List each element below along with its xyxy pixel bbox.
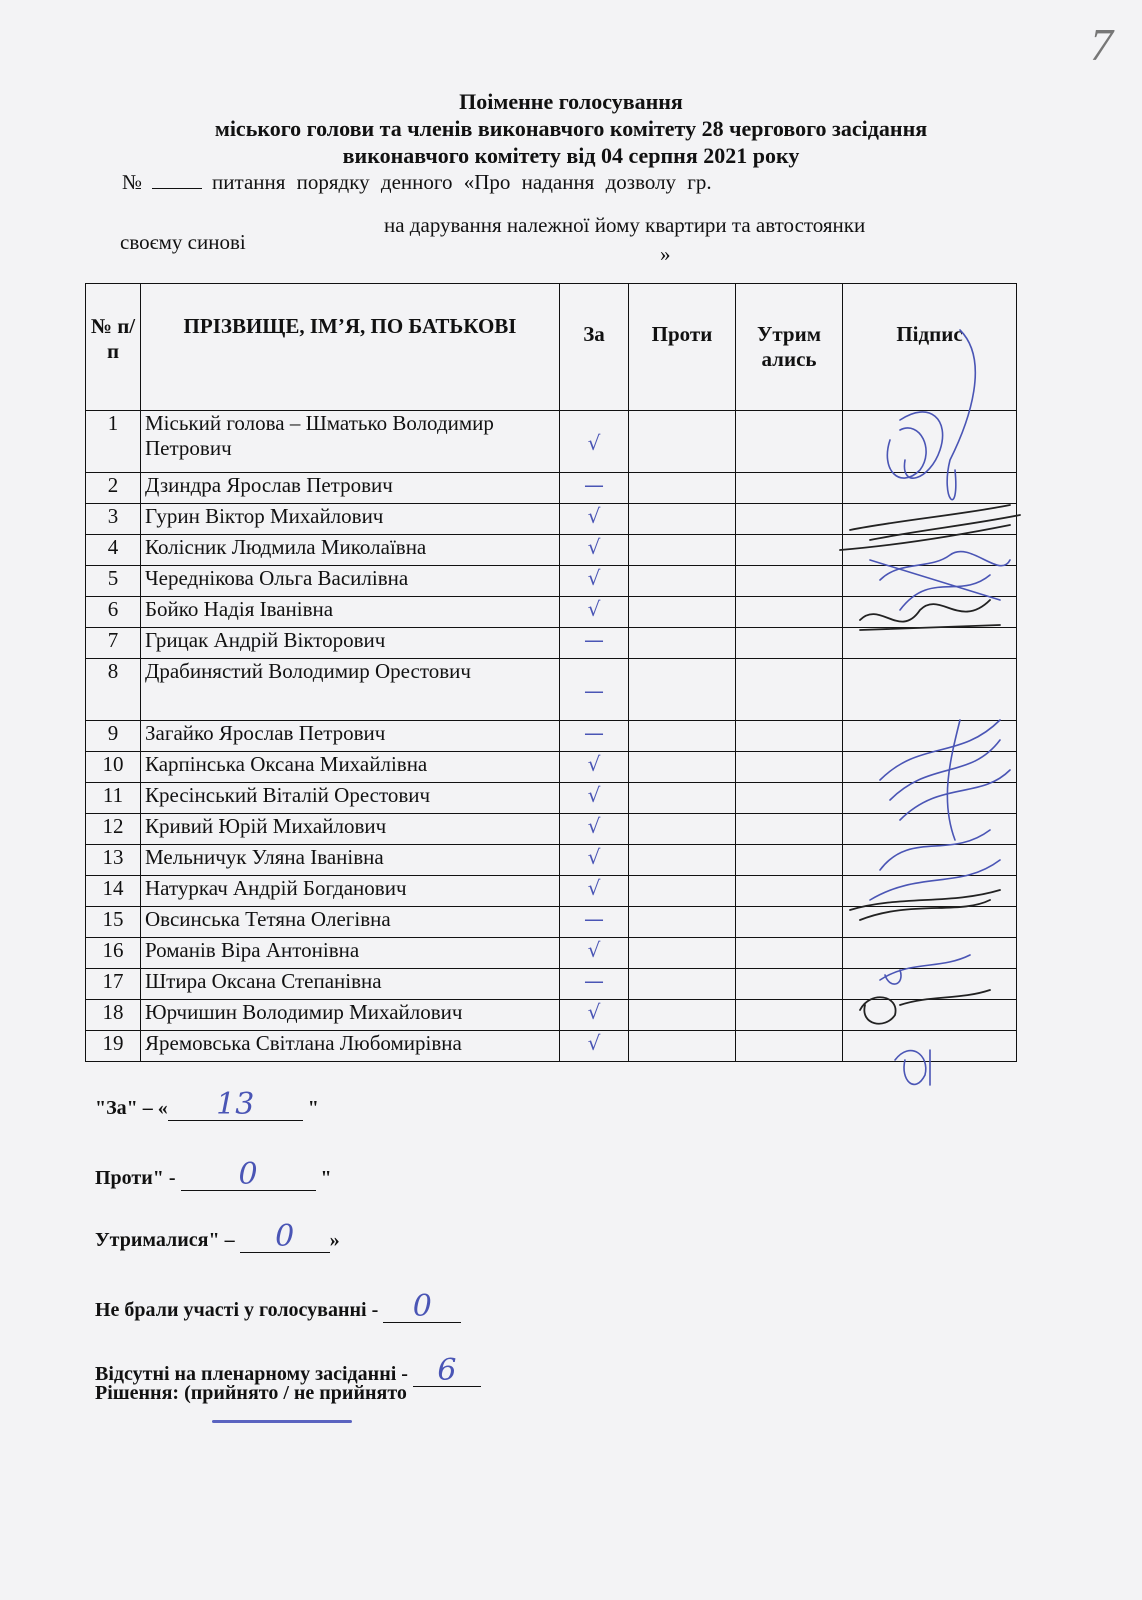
row-vote-utrym [736,566,843,597]
checkmark-icon: √ [587,1000,601,1024]
row-vote-za [560,473,629,504]
summary-za-label: "За" – « [95,1097,168,1119]
row-vote-za [560,628,629,659]
row-vote-za [560,783,629,814]
row-vote-proty [629,845,736,876]
row-number: 10 [86,752,141,783]
row-vote-proty [629,721,736,752]
row-name: Натуркач Андрій Богданович [141,876,560,907]
summary-proty [95,1157,332,1192]
header-num: № п/п [86,284,141,411]
row-vote-za [560,411,629,473]
row-name: Колісник Людмила Миколаївна [141,535,560,566]
row-number: 16 [86,938,141,969]
row-vote-za [560,969,629,1000]
row-signature [843,473,1017,504]
row-vote-utrym [736,597,843,628]
row-vote-proty [629,628,736,659]
checkmark-icon: √ [587,504,601,528]
row-name: Мельничук Уляна Іванівна [141,845,560,876]
row-name: Кривий Юрій Михайлович [141,814,560,845]
row-number: 11 [86,783,141,814]
table-row [86,1031,1017,1062]
row-signature [843,535,1017,566]
agenda-line-3: своєму синові [120,230,246,254]
row-number: 6 [86,597,141,628]
summary-proty-label: Проти" - [95,1167,181,1189]
row-vote-utrym [736,628,843,659]
checkmark-icon: √ [587,814,601,838]
row-vote-utrym [736,969,843,1000]
row-number: 13 [86,845,141,876]
row-vote-proty [629,876,736,907]
row-signature [843,876,1017,907]
row-vote-za [560,876,629,907]
row-signature [843,1031,1017,1062]
table-row [86,907,1017,938]
table-row [86,814,1017,845]
row-name: Грицак Андрій Вікторович [141,628,560,659]
table-row [86,411,1017,473]
row-name: Кресінський Віталій Орестович [141,783,560,814]
summary-no-participation [95,1289,461,1324]
table-row [86,628,1017,659]
agenda-number-prefix: № [122,170,143,194]
row-vote-za [560,504,629,535]
row-signature [843,969,1017,1000]
row-vote-proty [629,1000,736,1031]
table-row [86,597,1017,628]
row-name: Юрчишин Володимир Михайлович [141,1000,560,1031]
document-date-line: виконавчого комітету від 04 серпня 2021 року [342,143,800,168]
row-name: Дзиндра Ярослав Петрович [141,473,560,504]
decision-hand-underline [212,1420,352,1423]
row-vote-za [560,845,629,876]
row-vote-utrym [736,752,843,783]
row-number: 4 [86,535,141,566]
row-number: 19 [86,1031,141,1062]
row-name: Череднікова Ольга Василівна [141,566,560,597]
summary-utrym-label-end: » [329,1229,340,1251]
row-vote-proty [629,752,736,783]
row-number: 3 [86,504,141,535]
row-vote-za [560,1000,629,1031]
summary-za-label-end: " [302,1097,319,1119]
row-number: 14 [86,876,141,907]
row-number: 15 [86,907,141,938]
dash-mark-icon: — [584,679,604,703]
row-vote-utrym [736,876,843,907]
checkmark-icon: √ [587,431,601,455]
header-proty: Проти [629,284,736,411]
table-row [86,504,1017,535]
row-vote-utrym [736,473,843,504]
summary-no-part-label: Не брали участі у голосуванні - [95,1299,384,1321]
table-row [86,721,1017,752]
row-vote-za [560,659,629,721]
dash-mark-icon: — [584,907,604,931]
row-number: 2 [86,473,141,504]
row-vote-za [560,535,629,566]
row-vote-proty [629,597,736,628]
checkmark-icon: √ [587,845,601,869]
row-vote-proty [629,473,736,504]
row-vote-za [560,814,629,845]
row-vote-za [560,938,629,969]
summary-decision: Рішення: (прийнято / не прийнято [95,1382,407,1404]
row-vote-proty [629,504,736,535]
checkmark-icon: √ [587,535,601,559]
row-vote-proty [629,659,736,721]
row-signature [843,628,1017,659]
dash-mark-icon: — [584,473,604,497]
summary-absent-label: Відсутні на пленарному засіданні - [95,1363,413,1385]
dash-mark-icon: — [584,969,604,993]
row-vote-utrym [736,721,843,752]
agenda-line-2: на дарування належної йому квартири та автостоянки [384,213,866,237]
document-title: Поіменне голосування [459,89,683,114]
row-vote-utrym [736,783,843,814]
row-vote-utrym [736,659,843,721]
dash-mark-icon: — [584,628,604,652]
row-vote-za [560,907,629,938]
table-row [86,752,1017,783]
header-signature: Підпис [843,284,1017,411]
row-vote-utrym [736,411,843,473]
row-vote-proty [629,535,736,566]
row-number: 7 [86,628,141,659]
table-row [86,938,1017,969]
row-vote-utrym [736,845,843,876]
summary-utrym-label: Утрималися" – [95,1229,240,1251]
document-subtitle: міського голови та членів виконавчого комітету 28 чергового засідання [214,116,928,141]
row-name: Яремовська Світлана Любомирівна [141,1031,560,1062]
summary-utrym [95,1219,340,1254]
checkmark-icon: √ [587,783,601,807]
checkmark-icon: √ [587,1031,601,1055]
summary-za [95,1087,319,1122]
checkmark-icon: √ [587,876,601,900]
row-signature [843,1000,1017,1031]
row-vote-proty [629,1031,736,1062]
row-vote-proty [629,814,736,845]
row-signature [843,907,1017,938]
row-vote-utrym [736,504,843,535]
agenda-line-1 [122,170,1032,195]
row-name: Загайко Ярослав Петрович [141,721,560,752]
row-number: 12 [86,814,141,845]
row-name: Бойко Надія Іванівна [141,597,560,628]
row-vote-utrym [736,814,843,845]
vote-table [85,283,1017,1062]
row-vote-za [560,721,629,752]
row-name: Карпінська Оксана Михайлівна [141,752,560,783]
summary-absent-value: 6 [413,1356,481,1387]
row-vote-utrym [736,535,843,566]
row-signature [843,783,1017,814]
row-vote-za [560,597,629,628]
row-vote-za [560,566,629,597]
row-vote-proty [629,411,736,473]
table-row [86,876,1017,907]
row-number: 8 [86,659,141,721]
row-vote-proty [629,566,736,597]
row-vote-proty [629,969,736,1000]
checkmark-icon: √ [587,566,601,590]
row-name: Романів Віра Антонівна [141,938,560,969]
agenda-number-blank [152,170,202,189]
table-row [86,473,1017,504]
row-vote-utrym [736,938,843,969]
row-name: Драбинястий Володимир Орестович [141,659,560,721]
agenda-closing-quote: » [660,242,671,266]
table-row [86,566,1017,597]
row-number: 17 [86,969,141,1000]
row-name: Штира Оксана Степанівна [141,969,560,1000]
summary-proty-value: 0 [181,1160,316,1191]
table-row [86,1000,1017,1031]
row-vote-utrym [736,1031,843,1062]
row-number: 1 [86,411,141,473]
summary-proty-label-end: " [315,1167,332,1189]
row-number: 9 [86,721,141,752]
table-header-row [86,284,1017,411]
checkmark-icon: √ [587,752,601,776]
table-row [86,969,1017,1000]
checkmark-icon: √ [587,597,601,621]
summary-utrym-value: 0 [240,1222,330,1253]
page-number: 7 [1090,19,1113,70]
summary-za-value: 13 [168,1090,303,1121]
row-signature [843,566,1017,597]
checkmark-icon: √ [587,938,601,962]
row-name: Міський голова – Шматько Володимир Петрович [141,411,560,473]
row-vote-proty [629,938,736,969]
row-signature [843,752,1017,783]
row-signature [843,504,1017,535]
row-signature [843,659,1017,721]
row-vote-proty [629,907,736,938]
row-vote-utrym [736,1000,843,1031]
row-name: Гурин Віктор Михайлович [141,504,560,535]
header-za: За [560,284,629,411]
agenda-text-1: питання порядку денного «Про надання дозволу гр. [212,170,712,194]
row-signature [843,411,1017,473]
row-vote-za [560,1031,629,1062]
row-name: Овсинська Тетяна Олегівна [141,907,560,938]
row-signature [843,938,1017,969]
row-signature [843,845,1017,876]
row-signature [843,814,1017,845]
row-vote-proty [629,783,736,814]
table-row [86,535,1017,566]
row-vote-za [560,752,629,783]
table-row [86,659,1017,721]
row-vote-utrym [736,907,843,938]
header-name: ПРІЗВИЩЕ, ІМ’Я, ПО БАТЬКОВІ [141,284,560,411]
row-number: 5 [86,566,141,597]
summary-no-part-value: 0 [383,1292,461,1323]
row-signature [843,721,1017,752]
header-utrym: Утрим ались [736,284,843,411]
row-signature [843,597,1017,628]
dash-mark-icon: — [584,721,604,745]
table-row [86,783,1017,814]
row-number: 18 [86,1000,141,1031]
table-row [86,845,1017,876]
